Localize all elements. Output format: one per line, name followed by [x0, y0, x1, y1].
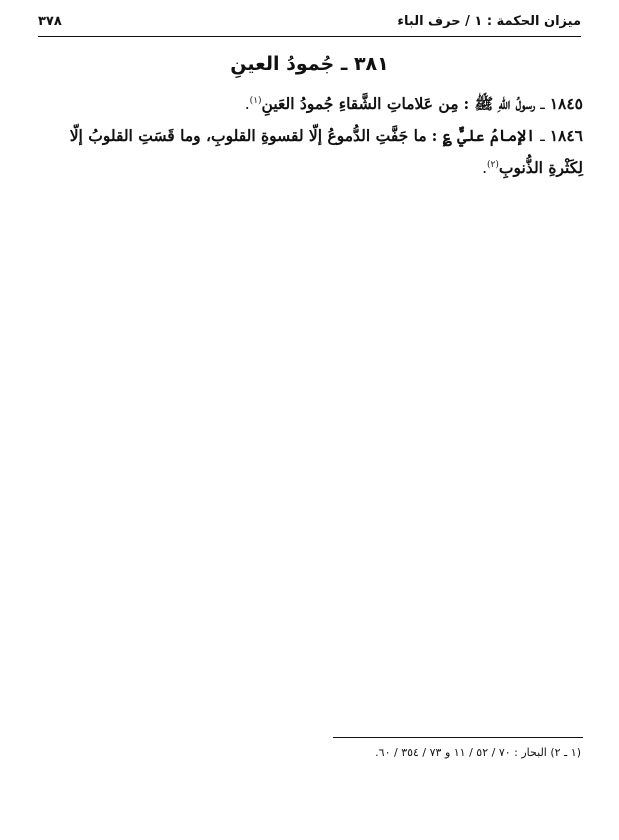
page-header [38, 10, 581, 36]
hadith-list [34, 88, 583, 184]
hadith-entry-1846 [34, 120, 583, 184]
page-number: ٣٧٨ [38, 14, 62, 29]
entry-end-mark: . [244, 95, 250, 113]
section-title: ٣٨١ ـ جُمودُ العينِ [230, 53, 389, 75]
entry-dash: ـ [540, 95, 545, 113]
entry-dash: ـ [540, 127, 545, 145]
footnote-reference: (١) [249, 95, 262, 106]
entry-number: ١٨٤٥ [549, 94, 583, 113]
entry-end-mark: . [482, 159, 488, 177]
entry-speaker: رسولُ اللهِ ﷺ : [463, 94, 536, 113]
footnote: (١ ـ ٢) البحار : ٧٠ / ٥٢ / ١١ و ٧٣ / ٣٥٤ / ٦٠. [375, 746, 581, 759]
hadith-entry-1845 [34, 88, 583, 120]
header-divider [38, 36, 581, 37]
footnote-divider [333, 737, 583, 738]
running-title: ميزان الحكمة : ١ / حرف الباء [397, 14, 581, 29]
entry-text: مِن عَلاماتِ الشَّقاءِ جُمودُ العَينِ [261, 94, 459, 113]
entry-number: ١٨٤٦ [549, 126, 583, 145]
entry-speaker: الإمامُ عليٌّ ؏ : [431, 126, 536, 145]
entry-text: ما جَفَّتِ الدُّموعُ إلّا لقسوةِ القلوبِ، وما قَسَتِ القلوبُ إلّا لِكَثْرةِ الذُّنوبِ [69, 126, 583, 177]
footnote-reference: (٢) [487, 159, 499, 170]
